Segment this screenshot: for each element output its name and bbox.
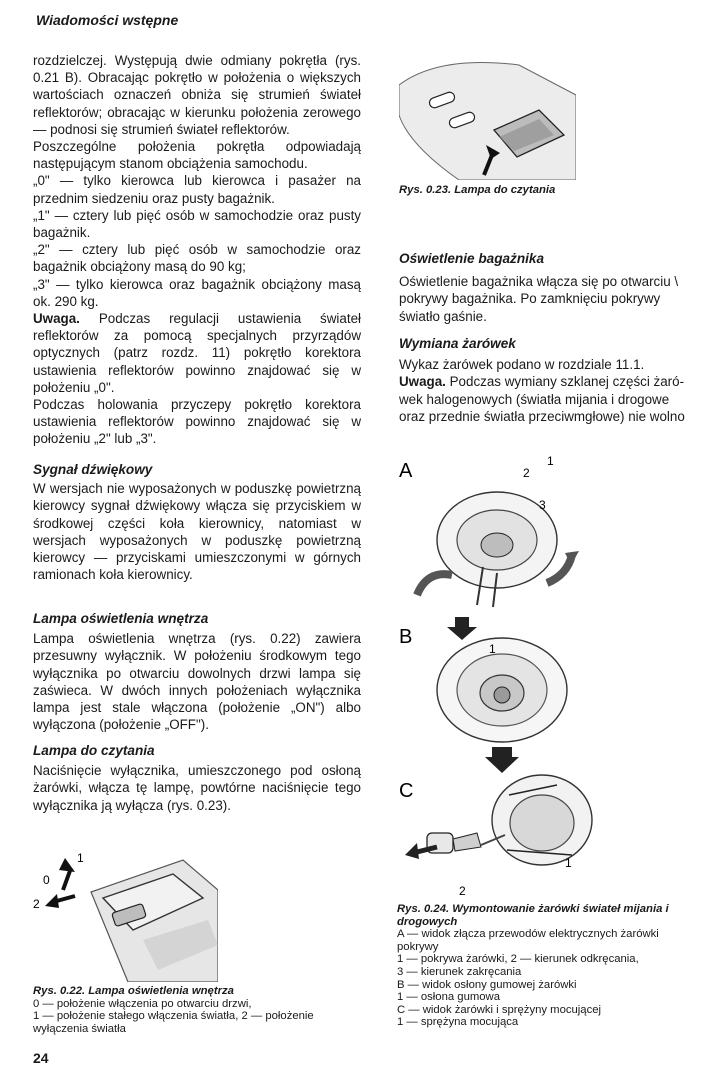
figure-label: 1 [77, 851, 84, 865]
bulb-removal-figure [397, 455, 595, 900]
figure-label: 1 [547, 455, 554, 468]
panel-letter: B [399, 626, 413, 648]
reading-lamp-heading: Lampa do czytania [33, 743, 155, 758]
intro-paragraph: rozdzielczej. Występują dwie odmiany pokrętła (rys. 0.21 B). Obracając pokrętło w położenia o większych wartościach oznaczeń obniża się strumień świateł reflektorów; obracając w kierunku położenia zerowego — podnosi się strumień świateł reflektorów. [33, 53, 361, 137]
page-number: 24 [33, 1050, 49, 1066]
figure-label: 2 [33, 897, 40, 911]
trunk-light-line: Oświetlenie bagażnika włącza się po otwarciu \ [399, 274, 679, 290]
horn-heading: Sygnał dźwiękowy [33, 462, 153, 477]
fig24-caption-title: Rys. 0.24. Wymontowanie żarówki świateł mijania i drogowych [397, 903, 669, 928]
bulb-note-line [399, 373, 728, 390]
bulb-replacement-heading: Wymiana żarówek [399, 336, 516, 351]
caption-line: 1 — sprężyna mocująca [397, 1016, 519, 1029]
bulb-note-text: Podczas wymiany szklanej części żaró- [449, 374, 685, 390]
figure-label: 3 [539, 498, 546, 512]
fig23-caption-title: Rys. 0.23. Lampa do czytania [399, 184, 556, 196]
fig22-caption-title: Rys. 0.22. Lampa oświetlenia wnętrza [33, 985, 234, 997]
note-text: Podczas regulacji ustawienia świateł reflektorów za pomocą specjalnych przyrządów optycznych (patrz rozdz. 11) pokrętło korektora ustawienia reflektorów powinno znajdować się w położeniu „0". [33, 311, 361, 395]
horn-paragraph: W wersjach nie wyposażonych w poduszkę powietrzną kierowcy sygnał dźwiękowy włącza się przyciskiem w środkowej części koła kierownicy, natomiast w wersjach wyposażonych w poduszkę powietrzną kierowcy — przyciskami umieszczonymi w górnych ramionach koła kierownicy. [33, 481, 361, 583]
interior-lamp-heading: Lampa oświetlenia wnętrza [33, 611, 209, 626]
reading-lamp-figure [399, 55, 576, 180]
intro-paragraph: „1" — cztery lub pięć osób w samochodzie oraz pusty bagażnik. [33, 207, 361, 241]
reading-lamp-illustration [399, 55, 576, 180]
towing-paragraph: Podczas holowania przyczepy pokrętło korektora ustawienia reflektorów powinno znajdować się w położeniu „2" lub „3". [33, 397, 361, 447]
fig22-caption [33, 985, 368, 1035]
figure-label: 1 [565, 856, 572, 870]
figure-label: 2 [523, 466, 530, 480]
intro-paragraph: „3" — tylko kierowca oraz bagażnik obciążony masą ok. 290 kg. [33, 276, 361, 309]
intro-paragraph: „2" — cztery lub pięć osób w samochodzie oraz bagażnik obciążony masą do 90 kg; [33, 242, 361, 275]
reading-lamp-paragraph: Naciśnięcie wyłącznika, umieszczonego pod osłoną żarówki, włącza tę lampę, powtórne naciśnięcie tego wyłącznika ją wyłącza (rys. 0.23). [33, 763, 361, 813]
intro-section [33, 52, 361, 448]
note-label: Uwaga. [33, 311, 80, 327]
caption-line: B — widok osłony gumowej żarówki [397, 978, 577, 991]
interior-lamp-section [33, 610, 361, 733]
intro-paragraph: „0" — tylko kierowca lub kierowca i pasażer na przednim siedzeniu oraz pusty bagażnik. [33, 173, 361, 206]
figure-label: 0 [43, 873, 50, 887]
trunk-light-line: światło gaśnie. [399, 308, 487, 324]
interior-lamp-figure [33, 850, 218, 982]
bulb-note-line: oraz przednie światła przeciwmgłowe) nie wolno [399, 408, 685, 424]
reading-lamp-section [33, 742, 361, 814]
fig24-caption [397, 903, 728, 1029]
caption-line: C — widok żarówki i sprężyny mocującej [397, 1003, 602, 1016]
caption-line: 1 — pokrywa żarówki, 2 — kierunek odkręcania, [397, 953, 639, 966]
caption-line: 1 — osłona gumowa [397, 991, 500, 1004]
panel-letter: A [399, 460, 413, 482]
bulb-removal-illustration [397, 455, 595, 900]
trunk-light-heading: Oświetlenie bagażnika [399, 251, 545, 266]
caption-line: 3 — kierunek zakręcania [397, 965, 522, 978]
page-header: Wiadomości wstępne [36, 12, 179, 28]
trunk-light-section [399, 250, 728, 325]
bulb-note-label: Uwaga. [399, 374, 446, 390]
bulb-note-line: wek halogenowych (światła mijania i drogowe [399, 391, 670, 407]
panel-letter: C [399, 780, 414, 802]
intro-paragraph: Poszczególne położenia pokrętła odpowiadają następującym stanom obciążenia samochodu. [33, 139, 361, 172]
figure-label: 2 [459, 884, 466, 898]
caption-line: 0 — położenie włączenia po otwarciu drzwi, [33, 997, 252, 1010]
interior-lamp-paragraph: Lampa oświetlenia wnętrza (rys. 0.22) zawiera przesuwny wyłącznik. W położeniu środkowym tego wyłącznika po otwarciu dowolnych drzwi lampa się zaświeca. W dwóch innych położeniach wyłącznika lampa jest stale włączona (położenie „ON") albo wyłączona (położenie „OFF"). [33, 631, 361, 733]
caption-line: A — widok złącza przewodów elektrycznych żarówki [397, 928, 659, 941]
horn-section [33, 461, 361, 583]
interior-lamp-illustration [33, 850, 218, 982]
bulb-replacement-section [399, 335, 728, 425]
figure-label: 1 [489, 642, 496, 656]
fig23-caption [399, 184, 555, 197]
bulb-list-line: Wykaz żarówek podano w rozdziale 11.1. [399, 357, 645, 373]
caption-line: 1 — położenie stałego włączenia światła, 2 — położenie wyłączenia światła [33, 1010, 314, 1035]
caption-line: pokrywy [397, 940, 439, 953]
trunk-light-line: pokrywy bagażnika. Po zamknięciu pokrywy [399, 291, 661, 307]
note-paragraph [33, 310, 361, 396]
